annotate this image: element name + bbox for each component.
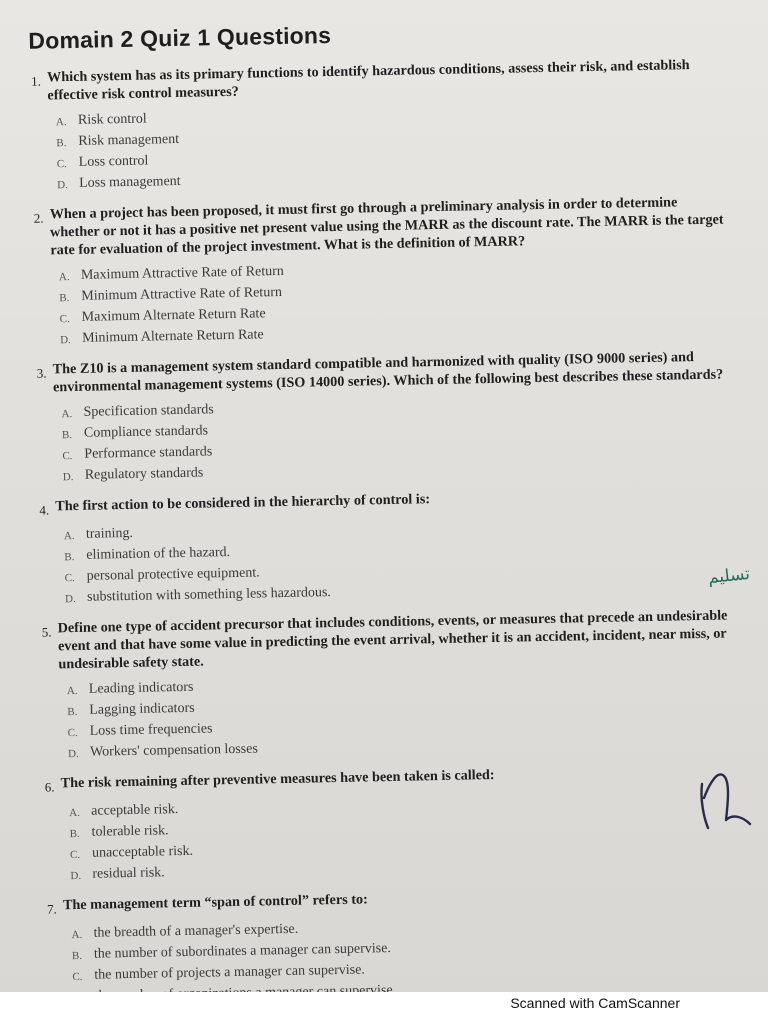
option-text: the number of subordinates a manager can supervise. (93, 941, 392, 962)
option-letter: C. (72, 970, 83, 984)
option-letter: A. (61, 408, 73, 421)
option-text: Maximum Alternate Return Rate (81, 306, 266, 325)
option-text: Leading indicators (88, 679, 194, 697)
option-letter: A. (71, 928, 83, 942)
camscanner-watermark: Scanned with CamScanner (510, 995, 680, 1011)
option-text: tolerable risk. (91, 823, 169, 840)
quiz-sheet (18, 6, 777, 1019)
question-text: When a project has been proposed, it must first go through a preliminary analysis in order to determine whether or not it has a positive net present value using the MARR as the discount rate. The MARR is the target rate for evaluation of the project investment. What is the definition of MARR? (49, 194, 724, 259)
option-text: Risk control (77, 111, 147, 128)
question-number: 1. (31, 73, 42, 89)
question-1 (19, 55, 761, 196)
option-letter: D. (70, 869, 82, 883)
option-text: Loss management (79, 173, 181, 191)
question-7 (35, 883, 777, 1009)
option-letter: A. (66, 684, 78, 698)
option-letter: D. (57, 179, 68, 192)
handwritten-scribble (688, 762, 760, 842)
option-letter: C. (59, 313, 70, 326)
option-letter: A. (69, 806, 81, 820)
option-list (61, 390, 766, 487)
option-text: Performance standards (84, 444, 213, 462)
question-6 (32, 761, 774, 887)
question-text: The management term “span of control” refers to: (62, 891, 368, 914)
page-title: Domain 2 Quiz 1 Questions (28, 21, 332, 54)
option-text: the breadth of a manager's expertise. (93, 921, 299, 941)
option-list (64, 512, 769, 609)
question-4 (27, 484, 769, 610)
question-2 (22, 192, 765, 351)
option-list (59, 253, 764, 350)
option-text: Regulatory standards (84, 465, 204, 483)
option-text: Lagging indicators (89, 700, 195, 718)
question-number: 6. (44, 779, 55, 795)
question-text: The Z10 is a management system standard compatible and harmonized with quality (ISO 9000 series) and environmental management systems (ISO 14000 series). Which of the following best describes these standards? (52, 349, 724, 396)
option-text: acceptable risk. (91, 802, 179, 819)
question-number: 3. (36, 365, 47, 381)
question-text: The first action to be considered in the hierarchy of control is: (55, 491, 431, 515)
option-letter: C. (64, 572, 75, 585)
handwritten-arabic-note: تسليم (707, 563, 751, 589)
option-text: Maximum Attractive Rate of Return (80, 263, 284, 283)
option-letter: C. (56, 158, 67, 171)
option-list (69, 789, 774, 886)
option-letter: B. (64, 551, 75, 564)
option-text: Loss control (78, 153, 149, 170)
option-text: Risk management (78, 131, 180, 149)
option-text: elimination of the hazard. (86, 545, 231, 563)
option-letter: A. (55, 116, 67, 129)
option-letter: C. (69, 848, 81, 862)
option-list (67, 667, 772, 764)
option-text: substitution with something less hazardous. (86, 585, 332, 605)
question-text: Which system has as its primary functions to identify hazardous conditions, assess their risk, and establish effective risk control measures? (46, 57, 690, 104)
option-text: Specification standards (83, 402, 214, 420)
question-number: 4. (39, 502, 50, 518)
scanner-footer (0, 992, 768, 1024)
option-letter: D. (62, 471, 74, 484)
option-text: the number of projects a manager can supervise. (94, 962, 366, 983)
option-letter: B. (71, 949, 83, 963)
option-letter: C. (67, 726, 78, 740)
question-5 (30, 606, 773, 765)
option-letter: D. (65, 592, 76, 606)
option-text: residual risk. (92, 865, 165, 882)
question-number: 2. (33, 210, 44, 226)
option-text: Loss time frequencies (89, 721, 213, 739)
question-3 (25, 347, 767, 488)
option-letter: B. (56, 137, 67, 150)
option-letter: B. (67, 705, 78, 719)
option-letter: B. (69, 827, 80, 841)
option-text: Minimum Attractive Rate of Return (81, 284, 283, 304)
option-text: Compliance standards (83, 423, 209, 441)
option-letter: A. (58, 271, 70, 284)
option-letter: B. (61, 429, 73, 442)
option-letter: A. (63, 530, 75, 543)
option-letter: B. (59, 292, 70, 305)
question-number: 5. (41, 624, 52, 640)
option-text: Minimum Alternate Return Rate (81, 327, 264, 346)
option-text: training. (85, 525, 134, 542)
option-text: Workers' compensation losses (89, 741, 258, 760)
question-text: Define one type of accident precursor that includes conditions, events, or measures that precede an undesirable event and that have some value in predicting the event arrival, whether it is an accident, incident, near miss, or undesirable safety state. (57, 607, 728, 673)
question-text: The risk remaining after preventive measures have been taken is called: (60, 766, 495, 792)
option-text: personal protective equipment. (86, 565, 260, 584)
option-letter: D. (60, 334, 71, 347)
question-number: 7. (46, 901, 57, 917)
option-letter: C. (62, 450, 73, 463)
option-letter: D. (67, 747, 79, 761)
option-text: unacceptable risk. (91, 843, 194, 861)
option-list (56, 98, 761, 195)
